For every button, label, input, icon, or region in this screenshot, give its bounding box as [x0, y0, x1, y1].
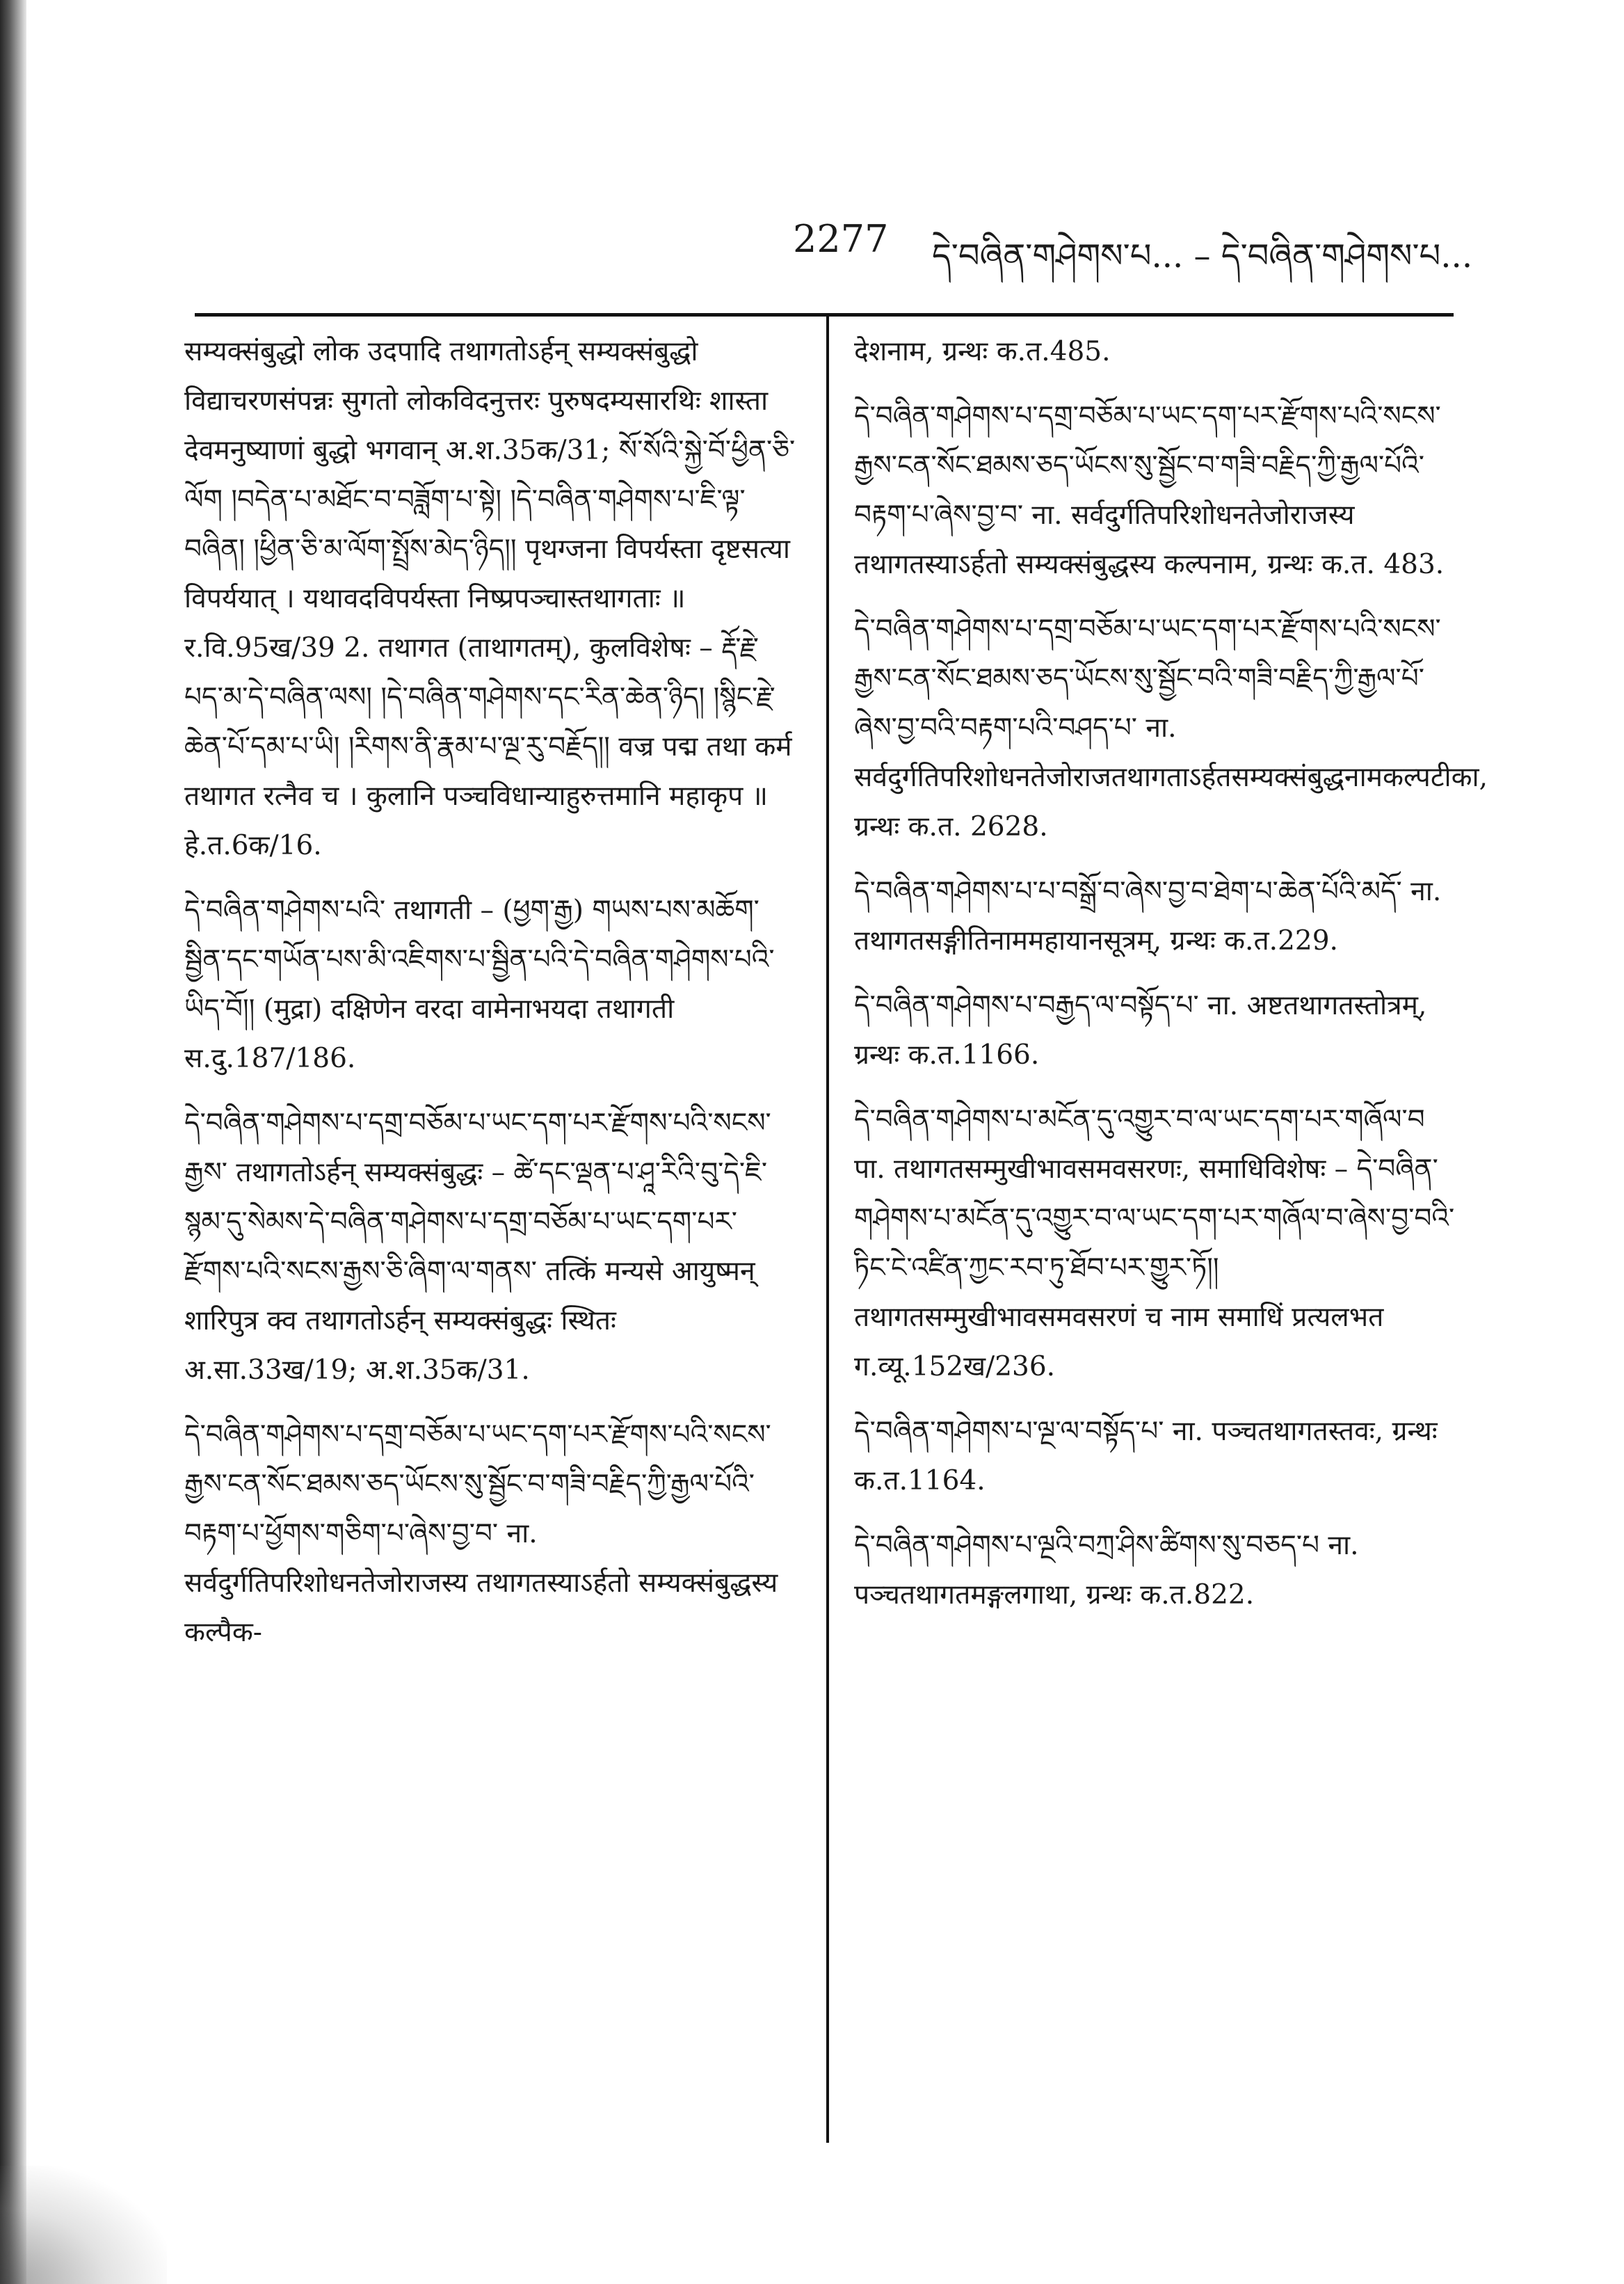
right-column [854, 327, 1488, 1635]
header-rule [195, 313, 1454, 317]
dictionary-entry: དེ་བཞིན་གཤེགས་པ་དགྲ་བཅོམ་པ་ཡང་དག་པར་རྫོགས་པའི་སངས་རྒྱས་ངན་སོང་ཐམས་ཅད་ཡོངས་སུ་སྦྱོང་བའི་གཟི་བརྗིད་ཀྱི་རྒྱལ་པོ་ཞེས་བྱ་བའི་བརྟག་པའི་བཤད་པ་ ना. सर्वदुर्गतिपरिशोधनतेजोराजतथागताऽर्हतसम्यक्संबुद्धनामकल्पटीका, ग्रन्थः क.त. 2628. [854, 614, 1488, 842]
dictionary-entry: དེ་བཞིན་གཤེགས་པ་ལྔའི་བཀྲ་ཤིས་ཚིགས་སུ་བཅད་པ ना. पञ्चतथागतमङ्गलगाथा, ग्रन्थः क.त.822. [854, 1530, 1359, 1611]
dictionary-entry: དེ་བཞིན་གཤེགས་པ་དགྲ་བཅོམ་པ་ཡང་དག་པར་རྫོགས་པའི་སངས་རྒྱས་ངན་སོང་ཐམས་ཅད་ཡོངས་སུ་སྦྱོང་བ་གཟི་བརྗིད་ཀྱི་རྒྱལ་པོའི་བརྟག་པ་ཞེས་བྱ་བ་ ना. सर्वदुर्गतिपरिशोधनतेजोराजस्य तथागतस्याऽर्हतो सम्यक्संबुद्धस्य कल्पनाम, ग्रन्थः क.त. 483. [854, 401, 1445, 580]
dictionary-entry: དེ་བཞིན་གཤེགས་པ་བརྒྱད་ལ་བསྟོད་པ་ ना. अष्टतथागतस्तोत्रम्, ग्रन्थः क.त.1166. [854, 990, 1427, 1071]
dictionary-entry: དེ་བཞིན་གཤེགས་པ་ལྔ་ལ་བསྟོད་པ་ ना. पञ्चतथागतस्तवः, ग्रन्थः क.त.1164. [854, 1416, 1438, 1496]
dictionary-entry: དེ་བཞིན་གཤེགས་པ་དགྲ་བཅོམ་པ་ཡང་དག་པར་རྫོགས་པའི་སངས་རྒྱས་ तथागतोऽर्हन् सम्यक्संबुद्धः – ཚེ་དང་ལྡན་པ་ཤཱ་རིའི་བུ་དེ་ཇི་སྙམ་དུ་སེམས་དེ་བཞིན་གཤེགས་པ་དགྲ་བཅོམ་པ་ཡང་དག་པར་རྫོགས་པའི་སངས་རྒྱས་ཅི་ཞིག་ལ་གནས་ तत्किं मन्यसे आयुष्मन् शारिपुत्र क्व तथागतोऽर्हन् सम्यक्संबुद्धः स्थितः अ.सा.33ख/19; अ.श.35क/31. [184, 1108, 771, 1386]
dictionary-entry: དེ་བཞིན་གཤེགས་པ་པ་བསྒྲོ་བ་ཞེས་བྱ་བ་ཐེག་པ་ཆེན་པོའི་མདོ་ ना. तथागतसङ्गीतिनाममहायानसूत्रम्, ग्रन्थः क.त.229. [854, 876, 1442, 957]
dictionary-entry-continuation: देशनाम, ग्रन्थः क.त.485. [854, 336, 1111, 367]
running-head: དེ་བཞིན་གཤེགས་པ... – དེ་བཞིན་གཤེགས་པ... [932, 237, 1473, 275]
dictionary-entry: सम्यक्संबुद्धो लोक उदपादि तथागतोऽर्हन् सम्यक्संबुद्धो विद्याचरणसंपन्नः सुगतो लोकविदनुत्तरः पुरुषदम्यसारथिः शास्ता देवमनुष्याणां बुद्धो भगवान् अ.श.35क/31; སོ་སོའི་སྐྱེ་བོ་ཕྱིན་ཅི་ལོག །བདེན་པ་མཐོང་བ་བཟློག་པ་སྟེ། །དེ་བཞིན་གཤེགས་པ་ཇི་ལྟ་བཞིན། །ཕྱིན་ཅི་མ་ལོག་སྤྲོས་མེད་ཉིད།། पृथग्जना विपर्यस्ता दृष्टसत्या विपर्ययात् । यथावदविपर्यस्ता निष्प्रपञ्चास्तथागताः ॥ र.वि.95ख/39 2. तथागत (ताथागतम्), कुलविशेषः – རྡོ་རྗེ་པད་མ་དེ་བཞིན་ལས། །དེ་བཞིན་གཤེགས་དང་རིན་ཆེན་ཉིད། །སྙིང་རྗེ་ཆེན་པོ་དམ་པ་ཡི། །རིགས་ནི་རྣམ་པ་ལྔ་རུ་བརྗོད།། वज्र पद्म तथा कर्म तथागत रत्नैव च । कुलानि पञ्चविधान्याहुरुत्तमानि महाकृप ॥ हे.त.6क/16. [184, 336, 796, 861]
page-header [793, 209, 1488, 278]
column-divider [826, 317, 829, 2143]
dictionary-entry: དེ་བཞིན་གཤེགས་པ་མངོན་དུ་འགྱུར་བ་ལ་ཡང་དག་པར་གཞོལ་བ पा. तथागतसम्मुखीभावसमवसरणः, समाधिविशेषः – དེ་བཞིན་གཤེགས་པ་མངོན་དུ་འགྱུར་བ་ལ་ཡང་དག་པར་གཞོལ་བ་ཞེས་བྱ་བའི་ཏིང་ངེ་འཛིན་ཀྱང་རབ་ཏུ་ཐོབ་པར་གྱུར་ཏོ།། तथागतसम्मुखीभावसमवसरणं च नाम समाधिं प्रत्यलभत ग.व्यू.152ख/236. [854, 1104, 1455, 1382]
page-number: 2277 [793, 217, 889, 261]
scan-edge-shadow [0, 0, 26, 2284]
dictionary-entry: དེ་བཞིན་གཤེགས་པའི་ तथागती – (ཕྱག་རྒྱ) གཡས་པས་མཆོག་སྦྱིན་དང་གཡོན་པས་མི་འཇིགས་པ་སྦྱིན་པའི་དེ་བཞིན་གཤེགས་པའི་ཡིད་བོ།། (मुद्रा) दक्षिणेन वरदा वामेनाभयदा तथागती स.दु.187/186. [184, 895, 775, 1074]
scan-corner-smudge [0, 2166, 167, 2284]
dictionary-entry: དེ་བཞིན་གཤེགས་པ་དགྲ་བཅོམ་པ་ཡང་དག་པར་རྫོགས་པའི་སངས་རྒྱས་ངན་སོང་ཐམས་ཅད་ཡོངས་སུ་སྦྱོང་བ་གཟི་བརྗིད་ཀྱི་རྒྱལ་པོའི་བརྟག་པ་ཕྱོགས་གཅིག་པ་ཞེས་བྱ་བ་ ना. सर्वदुर्गतिपरिशोधनतेजोराजस्य तथागतस्याऽर्हतो सम्यक्संबुद्धस्य कल्पैक- [184, 1419, 778, 1648]
left-column [184, 327, 796, 1672]
